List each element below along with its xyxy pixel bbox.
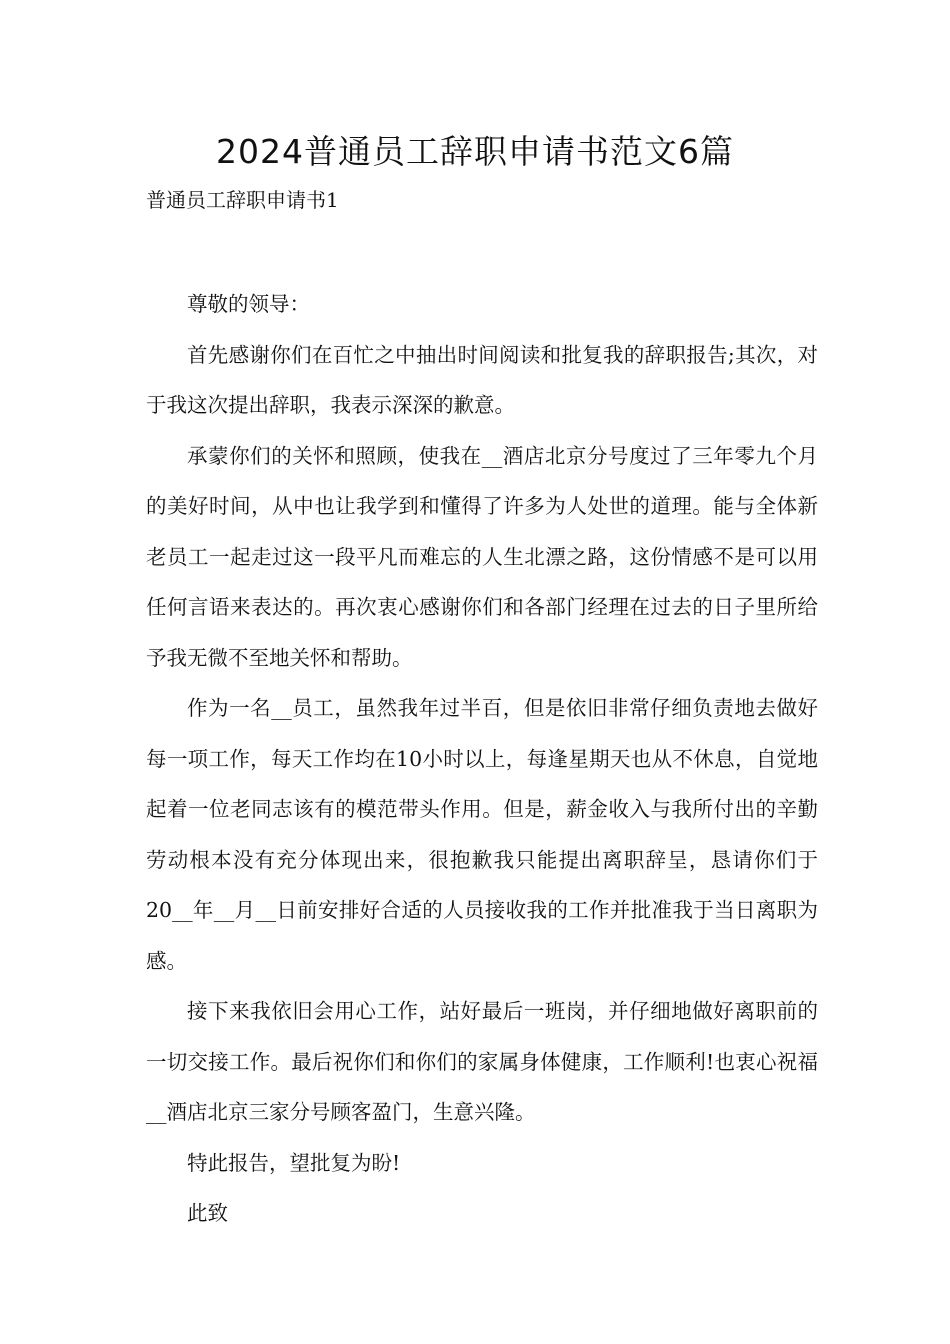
letter-body <box>146 279 818 1239</box>
paragraph-handover: 接下来我依旧会用心工作，站好最后一班岗，并仔细地做好离职前的一切交接工作。最后祝你们和你们的家属身体健康，工作顺利!也衷心祝福__酒店北京三家分号顾客盈门，生意兴隆。 <box>146 999 818 1124</box>
paragraph-request: 特此报告，望批复为盼! <box>187 1150 401 1175</box>
paragraph-reason: 作为一名__员工，虽然我年过半百，但是依旧非常仔细负责地去做好每一项工作，每天工作均在10小时以上，每逢星期天也从不休息，自觉地起着一位老同志该有的模范带头作用。但是，薪金收入与我所付出的辛勤劳动根本没有充分体现出来，很抱歉我只能提出离职辞呈，恳请你们于20__年__月__日前安排好合适的人员接收我的工作并批准我于当日离职为感。 <box>146 696 818 973</box>
salutation: 尊敬的领导： <box>187 292 310 316</box>
document-subtitle: 普通员工辞职申请书1 <box>146 188 339 212</box>
paragraph-experience: 承蒙你们的关怀和照顾，使我在__酒店北京分号度过了三年零九个月的美好时间，从中也让我学到和懂得了许多为人处世的道理。能与全体新老员工一起走过这一段平凡而难忘的人生北漂之路，这份情感不是可以用任何言语来表达的。再次衷心感谢你们和各部门经理在过去的日子里所给予我无微不至地关怀和帮助。 <box>146 443 818 670</box>
closing: 此致 <box>187 1201 228 1225</box>
paragraph-gratitude: 首先感谢你们在百忙之中抽出时间阅读和批复我的辞职报告;其次，对于我这次提出辞职，我表示深深的歉意。 <box>146 342 818 417</box>
document-title: 2024普通员工辞职申请书范文6篇 <box>216 132 734 171</box>
